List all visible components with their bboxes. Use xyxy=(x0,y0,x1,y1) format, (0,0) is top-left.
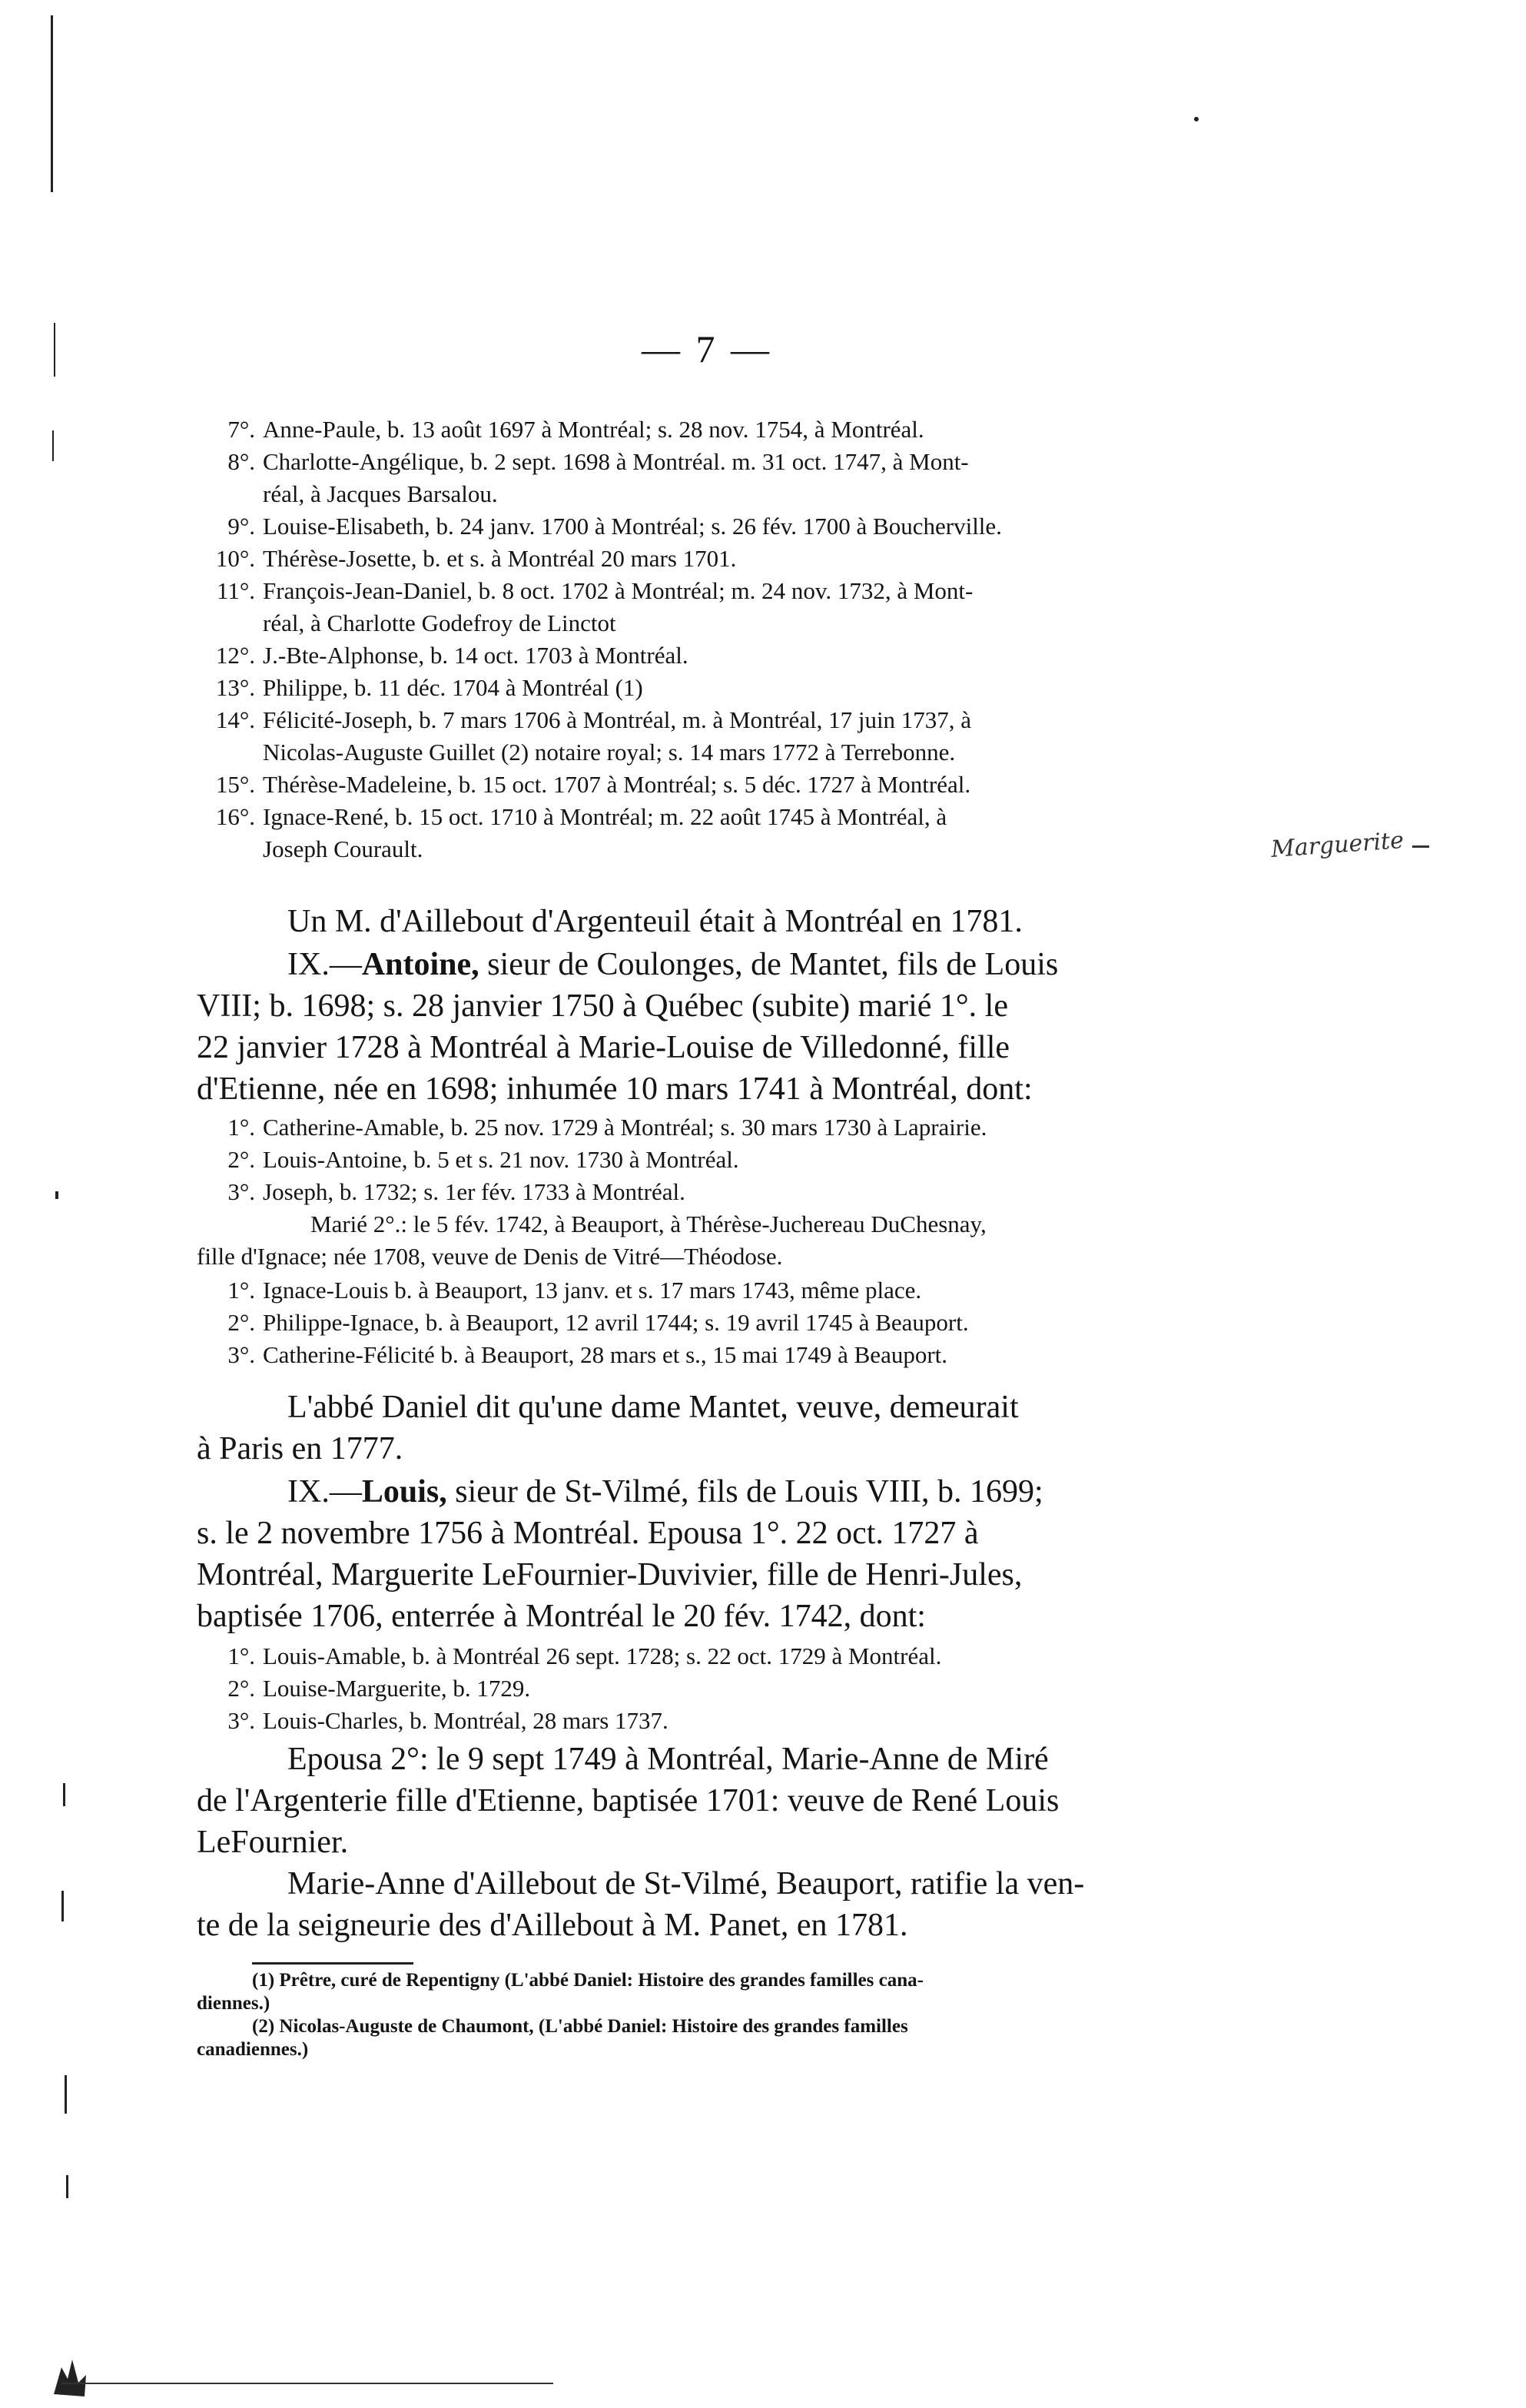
list-item xyxy=(207,446,1229,478)
item-text-continuation: réal, à Charlotte Godefroy de Linctot xyxy=(263,609,616,636)
paragraph-line: L'abbé Daniel dit qu'une dame Mantet, veuve, demeurait xyxy=(287,1390,1019,1425)
item-text: Louise-Elisabeth, b. 24 janv. 1700 à Montréal; s. 26 fév. 1700 à Boucherville. xyxy=(263,513,1002,540)
list-item xyxy=(207,704,1229,736)
list-item xyxy=(207,1705,1229,1737)
scan-margin-mark xyxy=(54,323,55,377)
paragraph-line: Marié 2°.: le 5 fév. 1742, à Beauport, à Thérèse-Juchereau DuChesnay, xyxy=(310,1211,987,1237)
list-item-continuation xyxy=(207,833,1229,865)
paragraph-second-marriage-louis xyxy=(197,1739,1226,1863)
item-text: J.-Bte-Alphonse, b. 14 oct. 1703 à Montréal. xyxy=(263,642,688,669)
list-item xyxy=(207,672,1229,704)
list-item xyxy=(207,1339,1229,1371)
scan-margin-mark xyxy=(51,15,53,192)
item-number: 9°. xyxy=(227,513,255,540)
item-text-continuation: réal, à Jacques Barsalou. xyxy=(263,480,498,507)
item-text: Philippe-Ignace, b. à Beauport, 12 avril 1744; s. 19 avril 1745 à Beauport. xyxy=(263,1309,969,1336)
item-text: Thérèse-Madeleine, b. 15 oct. 1707 à Montréal; s. 5 déc. 1727 à Montréal. xyxy=(263,771,971,798)
item-number: 16°. xyxy=(215,803,255,830)
item-number: 3°. xyxy=(227,1707,255,1734)
item-number: 3°. xyxy=(227,1341,255,1368)
list-item xyxy=(207,769,1229,801)
entry-prefix: IX.— xyxy=(287,1474,362,1510)
item-number: 1°. xyxy=(227,1114,255,1141)
scan-margin-mark xyxy=(65,2075,67,2114)
item-text: Félicité-Joseph, b. 7 mars 1706 à Montréal, m. à Montréal, 17 juin 1737, à xyxy=(263,706,972,733)
item-number: 3°. xyxy=(227,1178,255,1205)
paragraph-line: de l'Argenterie fille d'Etienne, baptisée 1701: veuve de René Louis xyxy=(197,1783,1060,1818)
item-number: 10°. xyxy=(215,545,255,572)
item-number: 1°. xyxy=(227,1277,255,1304)
list-item xyxy=(207,414,1229,446)
footnote-line: (1) Prêtre, curé de Repentigny (L'abbé Daniel: Histoire des grandes familles cana- xyxy=(252,1970,924,1991)
item-text: Louis-Amable, b. à Montréal 26 sept. 1728; s. 22 oct. 1729 à Montréal. xyxy=(263,1642,942,1669)
item-text: Thérèse-Josette, b. et s. à Montréal 20 mars 1701. xyxy=(263,545,737,572)
paragraph-line: d'Etienne, née en 1698; inhumée 10 mars 1741 à Montréal, dont: xyxy=(197,1071,1033,1107)
paragraph-line: s. le 2 novembre 1756 à Montréal. Epousa 1°. 22 oct. 1727 à xyxy=(197,1516,979,1551)
list-item-continuation xyxy=(207,736,1229,769)
list-item xyxy=(207,543,1229,575)
list-item xyxy=(207,510,1229,543)
children-list-1 xyxy=(207,414,1229,865)
entry-name: Antoine, xyxy=(361,947,479,982)
item-number: 8°. xyxy=(227,448,255,475)
item-text: Philippe, b. 11 déc. 1704 à Montréal (1) xyxy=(263,674,643,701)
item-text: Catherine-Félicité b. à Beauport, 28 mars et s., 15 mai 1749 à Beauport. xyxy=(263,1341,948,1368)
scan-bottom-edge xyxy=(61,2383,553,2384)
handwritten-annotation: Marguerite xyxy=(1269,827,1405,863)
paragraph-line: à Paris en 1777. xyxy=(197,1431,403,1466)
children-list-3 xyxy=(207,1274,1229,1371)
entry-text: sieur de Coulonges, de Mantet, fils de Louis xyxy=(479,947,1059,982)
footnote-line: diennes.) xyxy=(197,1993,270,2014)
entry-text: sieur de St-Vilmé, fils de Louis VIII, b. 1699; xyxy=(446,1474,1043,1510)
footnote-line: (2) Nicolas-Auguste de Chaumont, (L'abbé Daniel: Histoire des grandes familles xyxy=(252,2016,908,2037)
item-text: Louis-Charles, b. Montréal, 28 mars 1737. xyxy=(263,1707,668,1734)
paragraph-line: baptisée 1706, enterrée à Montréal le 20 fév. 1742, dont: xyxy=(197,1599,926,1634)
list-item xyxy=(207,1640,1229,1672)
item-number: 11°. xyxy=(217,577,255,604)
scan-margin-mark xyxy=(1194,117,1199,121)
paragraph-line xyxy=(197,944,1226,985)
item-number: 2°. xyxy=(227,1309,255,1336)
page-number: — 7 — xyxy=(642,327,772,370)
item-number: 12°. xyxy=(215,642,255,669)
paragraph-aillebout-1781 xyxy=(197,901,1226,942)
item-number: 2°. xyxy=(227,1146,255,1173)
entry-antoine xyxy=(197,944,1226,1110)
item-number: 2°. xyxy=(227,1675,255,1702)
footnote-line: canadiennes.) xyxy=(197,2039,309,2060)
item-text-continuation: Joseph Courault. xyxy=(263,835,423,862)
list-item xyxy=(207,1111,1229,1144)
item-text: Catherine-Amable, b. 25 nov. 1729 à Montréal; s. 30 mars 1730 à Laprairie. xyxy=(263,1114,987,1141)
paragraph-line: Epousa 2°: le 9 sept 1749 à Montréal, Marie-Anne de Miré xyxy=(287,1742,1049,1777)
footnotes xyxy=(197,1969,1234,2061)
paragraph-line: 22 janvier 1728 à Montréal à Marie-Louise de Villedonné, fille xyxy=(197,1030,1010,1065)
item-text: Joseph, b. 1732; s. 1er fév. 1733 à Montréal. xyxy=(263,1178,685,1205)
scan-margin-mark xyxy=(66,2175,68,2198)
scan-margin-mark xyxy=(55,1191,58,1199)
paragraph-line xyxy=(197,1471,1226,1513)
item-text: Louis-Antoine, b. 5 et s. 21 nov. 1730 à Montréal. xyxy=(263,1146,739,1173)
scan-margin-mark xyxy=(52,430,54,461)
paragraph-line: Montréal, Marguerite LeFournier-Duvivier, fille de Henri-Jules, xyxy=(197,1557,1023,1593)
paragraph-abbe-daniel xyxy=(197,1387,1226,1470)
children-list-2 xyxy=(207,1111,1229,1208)
item-text: François-Jean-Daniel, b. 8 oct. 1702 à Montréal; m. 24 nov. 1732, à Mont- xyxy=(263,577,974,604)
scan-ink-blot xyxy=(46,2352,92,2398)
list-item-continuation xyxy=(207,607,1229,639)
scan-margin-mark xyxy=(63,1783,65,1806)
list-item xyxy=(207,1307,1229,1339)
item-text: Ignace-Louis b. à Beauport, 13 janv. et s. 17 mars 1743, même place. xyxy=(263,1277,922,1304)
entry-name: Louis, xyxy=(361,1474,447,1510)
list-item xyxy=(207,1144,1229,1176)
list-item xyxy=(207,1176,1229,1208)
entry-louis xyxy=(197,1471,1226,1637)
paragraph-line: Marie-Anne d'Aillebout de St-Vilmé, Beauport, ratifie la ven- xyxy=(287,1866,1085,1901)
item-text: Charlotte-Angélique, b. 2 sept. 1698 à Montréal. m. 31 oct. 1747, à Mont- xyxy=(263,448,969,475)
paragraph-line: LeFournier. xyxy=(197,1825,349,1860)
list-item xyxy=(207,801,1229,833)
item-text: Anne-Paule, b. 13 août 1697 à Montréal; s. 28 nov. 1754, à Montréal. xyxy=(263,416,924,443)
entry-prefix: IX.— xyxy=(287,947,362,982)
list-item xyxy=(207,639,1229,672)
paragraph-marie-anne xyxy=(197,1863,1226,1946)
item-text: Louise-Marguerite, b. 1729. xyxy=(263,1675,531,1702)
handwritten-dash xyxy=(1412,845,1429,848)
paragraph-line: VIII; b. 1698; s. 28 janvier 1750 à Québec (subite) marié 1°. le xyxy=(197,988,1008,1024)
list-item xyxy=(207,1274,1229,1307)
scan-margin-mark xyxy=(61,1891,64,1921)
children-list-4 xyxy=(207,1640,1229,1737)
item-number: 7°. xyxy=(227,416,255,443)
item-number: 1°. xyxy=(227,1642,255,1669)
second-marriage-note xyxy=(197,1208,1226,1273)
list-item xyxy=(207,575,1229,607)
list-item-continuation xyxy=(207,478,1229,510)
paragraph-line: te de la seigneurie des d'Aillebout à M. Panet, en 1781. xyxy=(197,1908,908,1943)
item-number: 14°. xyxy=(215,706,255,733)
paragraph-line: fille d'Ignace; née 1708, veuve de Denis de Vitré—Théodose. xyxy=(197,1243,783,1270)
item-number: 15°. xyxy=(215,771,255,798)
item-text: Ignace-René, b. 15 oct. 1710 à Montréal; m. 22 août 1745 à Montréal, à xyxy=(263,803,947,830)
paragraph-line: Un M. d'Aillebout d'Argenteuil était à Montréal en 1781. xyxy=(287,904,1023,939)
item-number: 13°. xyxy=(215,674,255,701)
list-item xyxy=(207,1672,1229,1705)
footnote-separator xyxy=(252,1962,413,1965)
item-text-continuation: Nicolas-Auguste Guillet (2) notaire royal; s. 14 mars 1772 à Terrebonne. xyxy=(263,739,956,766)
